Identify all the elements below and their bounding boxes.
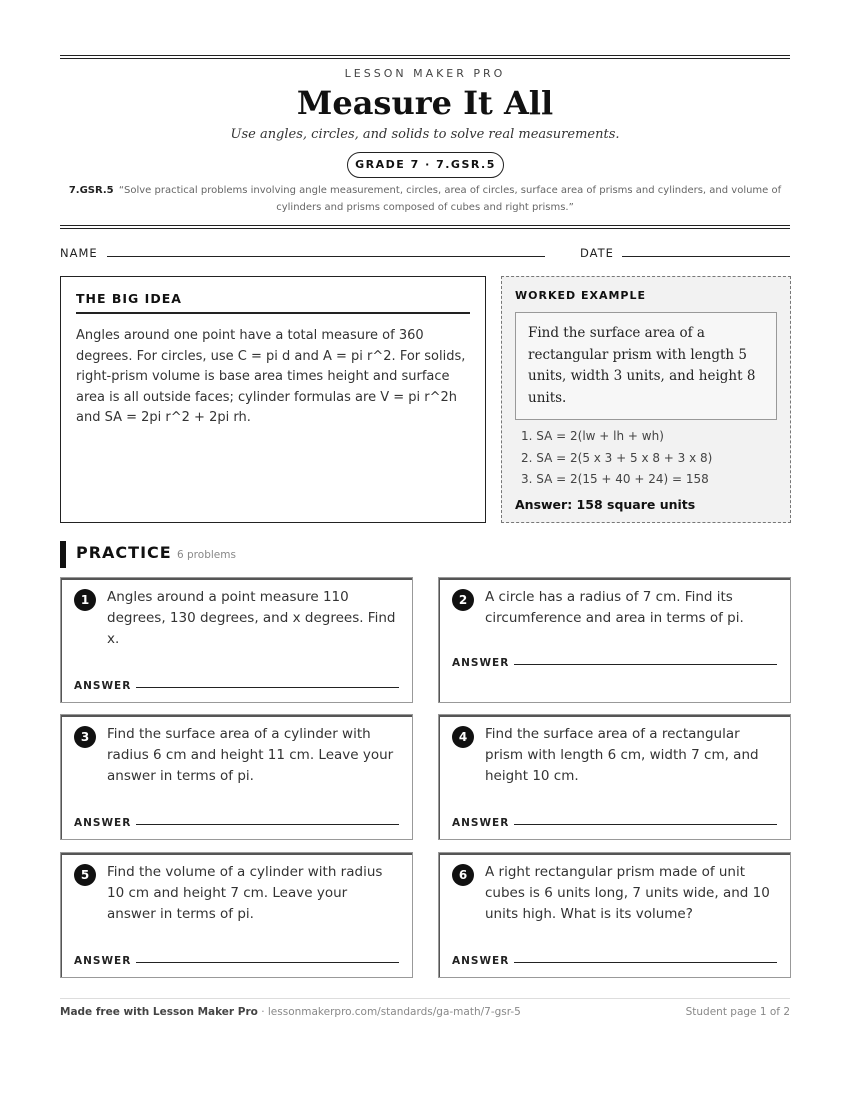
worked-example-steps [515,426,777,491]
footer-rule [60,998,790,999]
standard-text: “Solve practical problems involving angle measurement, circles, area of circles, surface area of prisms and cylinders, and volume of cylinders and prisms composed of cubes and right prisms.” [118,185,782,213]
answer-label: ANSWER [452,955,510,967]
answer-line[interactable] [136,687,399,688]
date-label: DATE [580,246,614,260]
header-bottom-rule [60,225,790,229]
worksheet-title: Measure It All [296,84,554,122]
footer-credit [60,1006,521,1018]
problem-card-6 [438,852,791,978]
problem-number-badge: 2 [452,589,474,611]
problem-card-4 [438,714,791,840]
answer-label: ANSWER [452,817,510,829]
problem-card-5 [60,852,413,978]
header-top-rule [60,55,790,59]
problem-card-3 [60,714,413,840]
name-label: NAME [60,246,98,260]
big-idea-box [60,276,486,523]
practice-heading: PRACTICE [76,543,172,562]
footer-page-number: Student page 1 of 2 [685,1006,790,1018]
worked-example-step: 2. SA = 2(5 x 3 + 5 x 8 + 3 x 8) [521,450,713,465]
answer-line[interactable] [514,824,777,825]
big-idea-heading: THE BIG IDEA [76,291,470,314]
problem-number-badge: 1 [74,589,96,611]
answer-label: ANSWER [74,955,132,967]
worked-example-answer: Answer: 158 square units [515,496,696,512]
big-idea-body: Angles around one point have a total measure of 360 degrees. For circles, use C = pi d and A = pi r^2. For solids, right-prism volume is base area times height and surface area is all outside faces; cylinder formulas are V = pi r^2h and SA = 2pi r^2 + 2pi rh. [76,328,466,425]
answer-line[interactable] [514,664,777,665]
worked-example-prompt: Find the surface area of a rectangular prism with length 5 units, width 3 units, and height 8 units. [515,312,777,420]
problem-text: Find the surface area of a cylinder with radius 6 cm and height 11 cm. Leave your answer in terms of pi. [107,726,394,784]
date-field-line[interactable] [622,256,790,257]
name-field-line[interactable] [107,256,545,257]
answer-label: ANSWER [452,657,510,669]
problem-number-badge: 3 [74,726,96,748]
problem-number-badge: 4 [452,726,474,748]
worked-example-box [501,276,791,523]
answer-line[interactable] [514,962,777,963]
answer-line[interactable] [136,824,399,825]
problem-number-badge: 5 [74,864,96,886]
problem-text: A right rectangular prism made of unit cubes is 6 units long, 7 units wide, and 10 units high. What is its volume? [485,864,770,922]
practice-count: 6 problems [177,549,236,561]
grade-badge: GRADE 7 · 7.GSR.5 [347,152,504,178]
problem-card-1 [60,577,413,703]
answer-label: ANSWER [74,817,132,829]
practice-accent-bar [60,541,66,568]
worksheet-subtitle: Use angles, circles, and solids to solve real measurements. [230,127,620,142]
standard-description [60,182,790,216]
problem-text: Angles around a point measure 110 degrees, 130 degrees, and x degrees. Find x. [107,589,396,647]
brand-name: LESSON MAKER PRO [344,67,506,80]
answer-label: ANSWER [74,680,132,692]
problem-card-2 [438,577,791,703]
worksheet-page [60,0,790,1100]
worked-example-step: 1. SA = 2(lw + lh + wh) [521,429,664,443]
problem-text: Find the surface area of a rectangular prism with length 6 cm, width 7 cm, and height 10 cm. [485,726,759,784]
problem-number-badge: 6 [452,864,474,886]
worked-example-heading: WORKED EXAMPLE [515,289,646,302]
footer-made-with: Made free with Lesson Maker Pro [60,1006,258,1018]
standard-code: 7.GSR.5 [68,185,114,196]
worked-example-step: 3. SA = 2(15 + 40 + 24) = 158 [521,472,709,486]
problem-text: A circle has a radius of 7 cm. Find its circumference and area in terms of pi. [485,589,744,626]
problem-text: Find the volume of a cylinder with radius 10 cm and height 7 cm. Leave your answer in terms of pi. [107,864,383,922]
answer-line[interactable] [136,962,399,963]
footer-url[interactable]: · lessonmakerpro.com/standards/ga-math/7-gsr-5 [257,1006,521,1018]
